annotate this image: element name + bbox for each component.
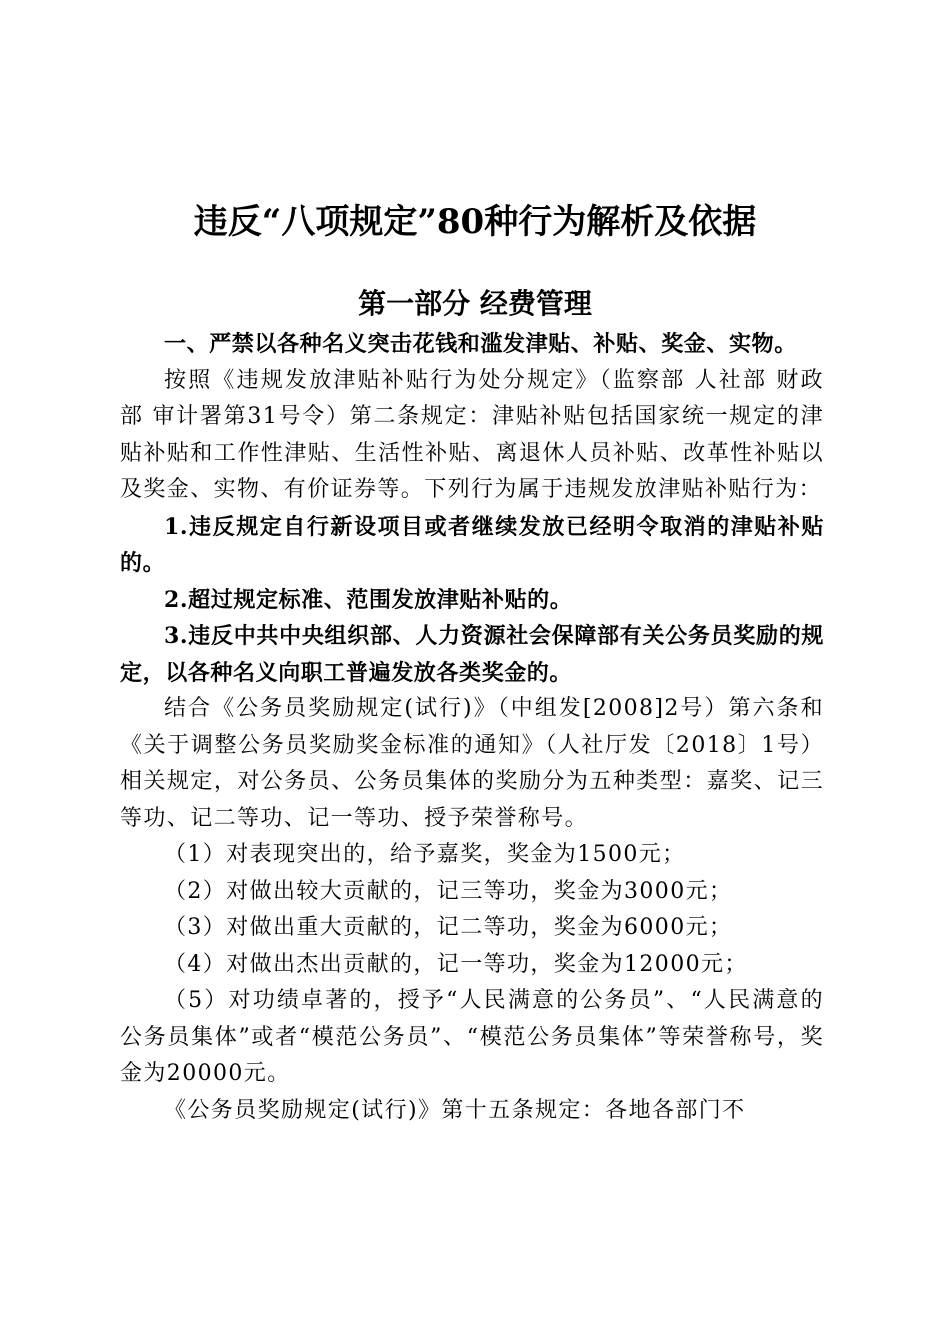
award-item-2: （2）对做出较大贡献的，记三等功，奖金为3000元；: [164, 878, 733, 904]
document-body: [120, 326, 824, 1129]
rule-item-3: 3.违反中共中央组织部、人力资源社会保障部有关公务员奖励的规定，以各种名义向职工普遍发放各类奖金的。: [120, 623, 824, 686]
award-item-3: （3）对做出重大贡献的，记二等功，奖金为6000元；: [164, 915, 733, 940]
award-item-5: （5）对功绩卓著的，授予“人民满意的公务员”、“人民满意的公务员集体”或者“模范公务员”、“模范公务员集体”等荣誉称号，奖金为20000元。: [120, 988, 824, 1086]
paragraph-article-15: 《公务员奖励规定(试行)》第十五条规定：各地各部门不: [164, 1097, 746, 1123]
award-item-4: （4）对做出杰出贡献的，记一等功，奖金为12000元；: [164, 951, 748, 977]
section-heading: 一、严禁以各种名义突击花钱和滥发津贴、补贴、奖金、实物。: [164, 331, 797, 357]
paragraph-regulation-definition: 按照《违规发放津贴补贴行为处分规定》（监察部 人社部 财政部 审计署第31号令）第二条规定：津贴补贴包括国家统一规定的津贴补贴和工作性津贴、生活性补贴、离退休人员补贴、改革性补贴以及奖金、实物、有价证券等。下列行为属于违规发放津贴补贴行为：: [120, 367, 824, 502]
award-item-1: （1）对表现突出的，给予嘉奖，奖金为1500元；: [164, 842, 686, 867]
document-title: 违反“八项规定”80种行为解析及依据: [193, 202, 757, 242]
rule-item-2: 2.超过规定标准、范围发放津贴补贴的。: [164, 586, 573, 613]
rule-item-1: 1.违反规定自行新设项目或者继续发放已经明令取消的津贴补贴的。: [120, 513, 824, 576]
part-title: 第一部分 经费管理: [358, 287, 592, 320]
paragraph-award-types: 结合《公务员奖励规定(试行)》（中组发[2008]2号）第六条和《关于调整公务员奖励奖金标准的通知》（人社厅发〔2018〕1号）相关规定，对公务员、公务员集体的奖励分为五种类型：嘉奖、记三等功、记二等功、记一等功、授予荣誉称号。: [120, 696, 824, 831]
